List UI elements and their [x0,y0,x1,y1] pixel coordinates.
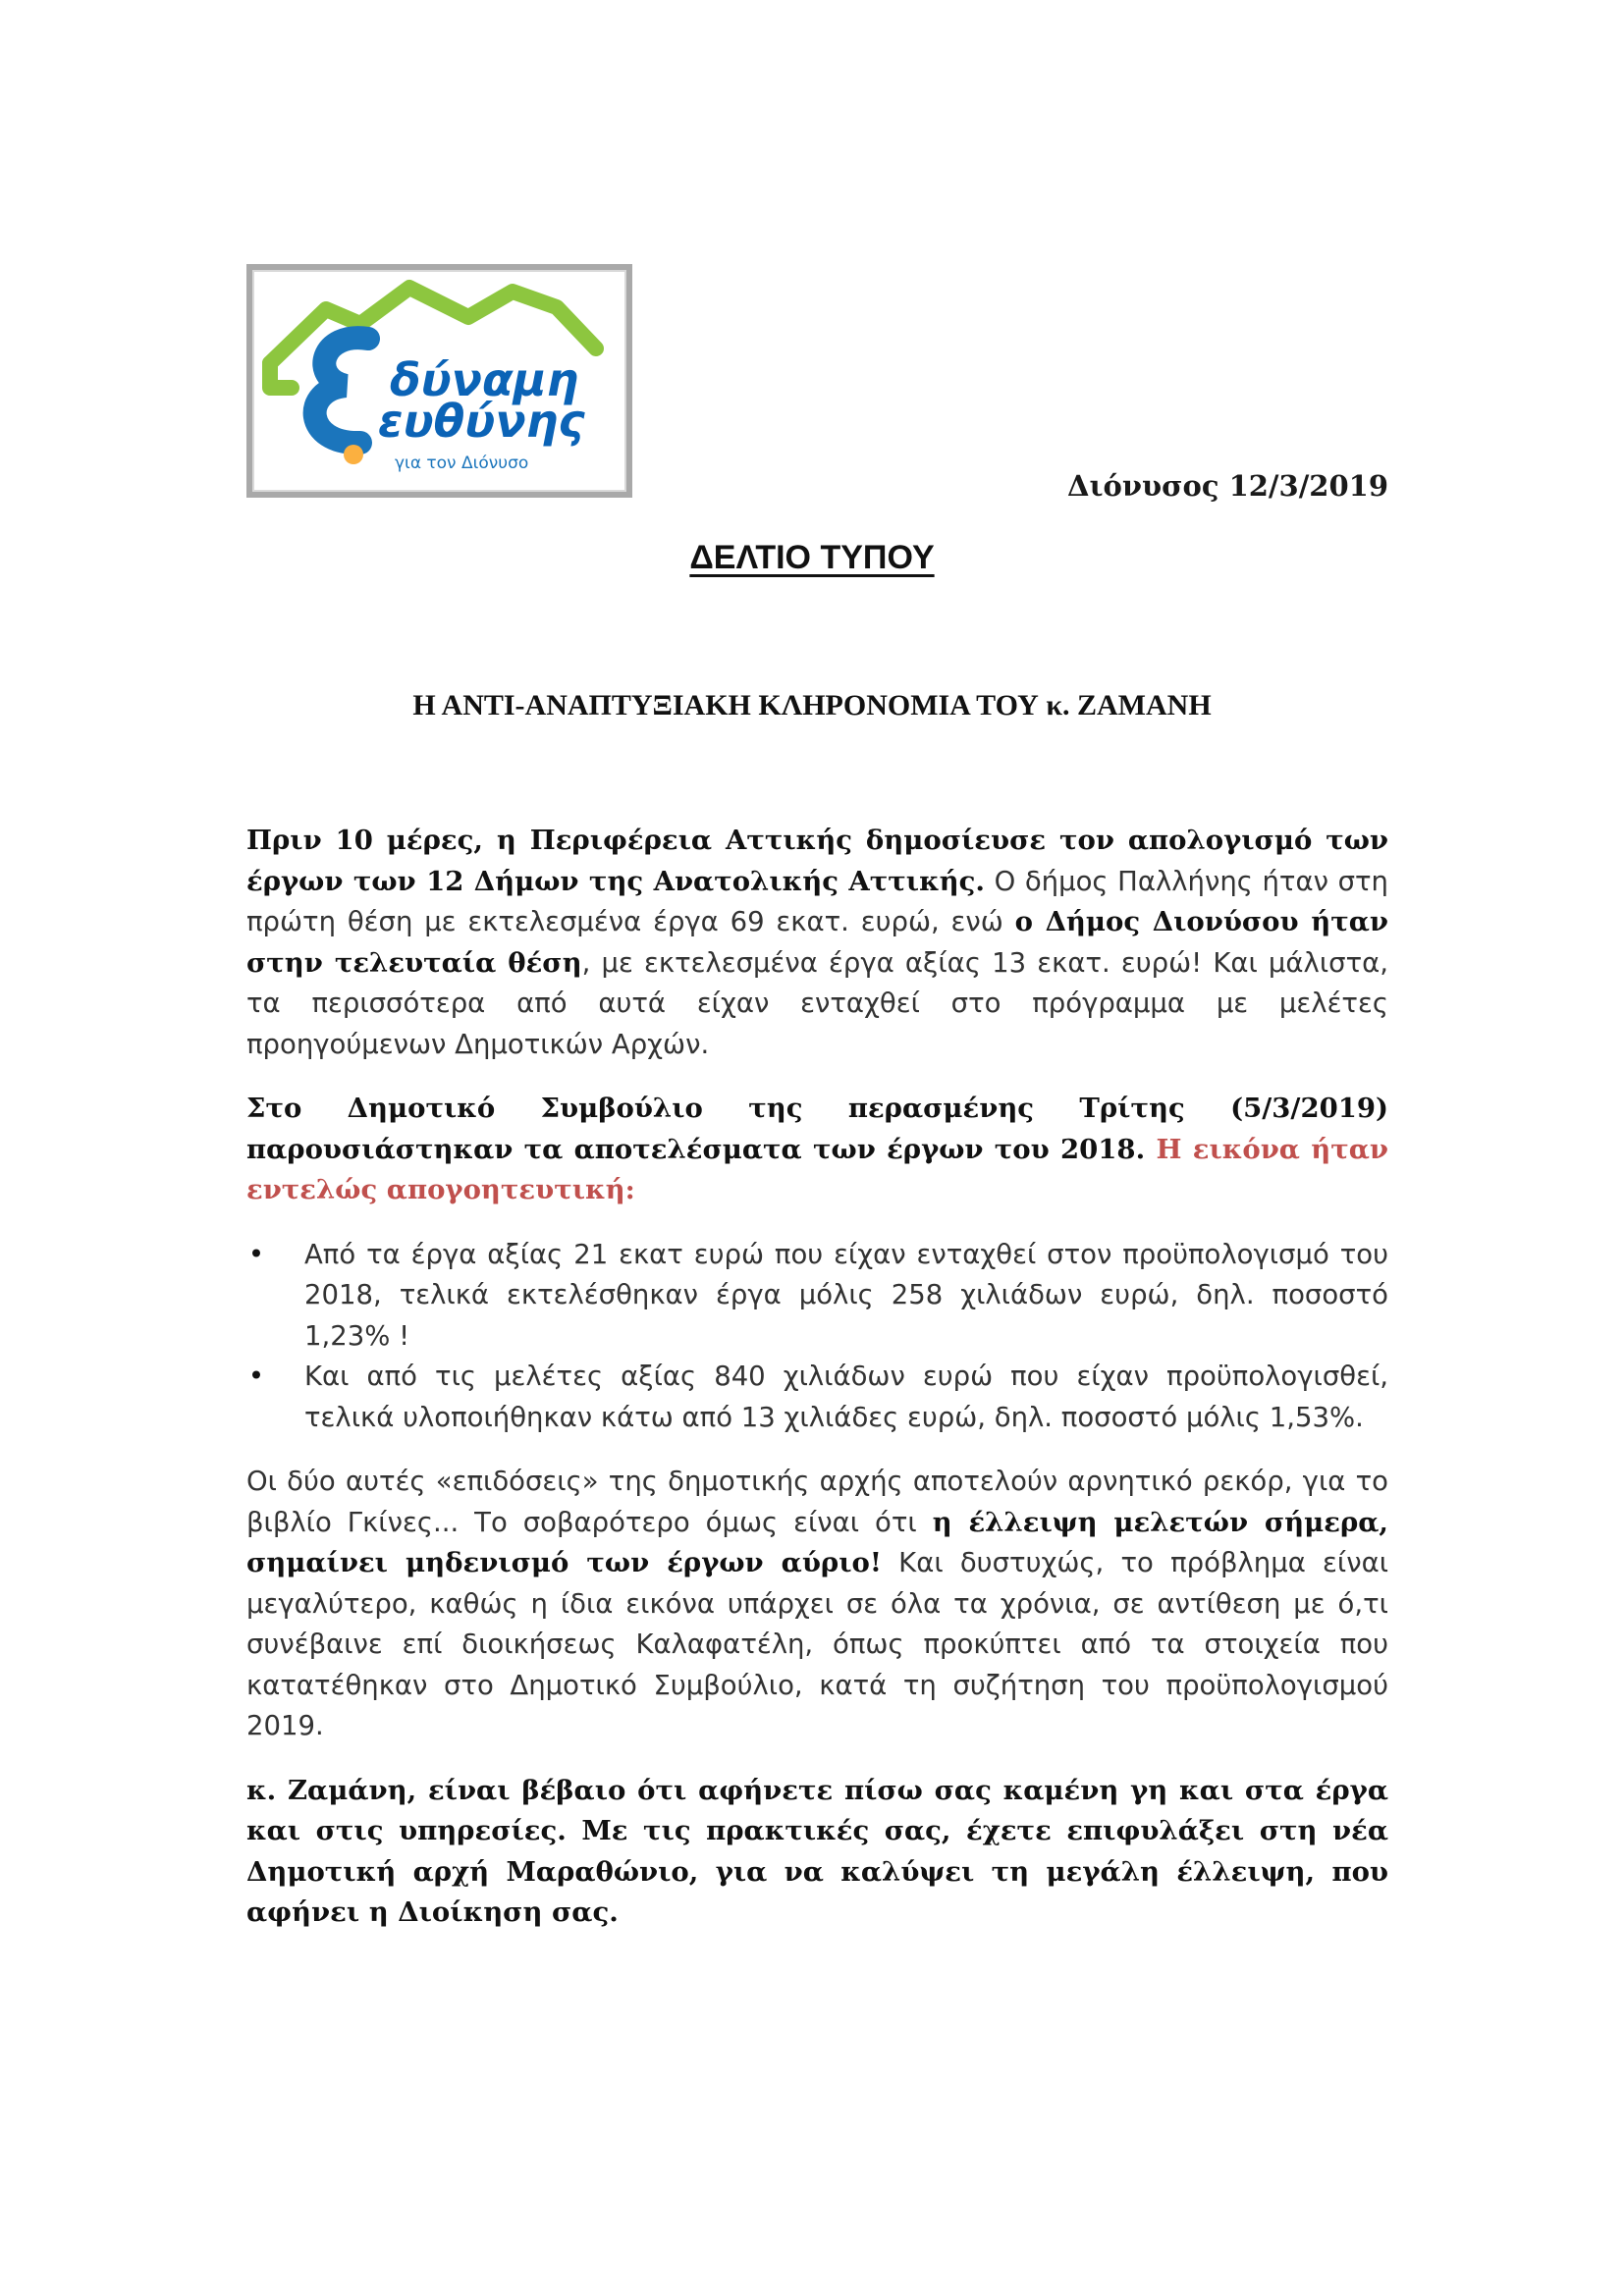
paragraph-2-bold: Στο Δημοτικό Συμβούλιο της περασμένης Τρίτης (5/3/2019) παρουσιάστηκαν τα αποτελέσματα των έργων του 2018. [246,1093,1388,1165]
paragraph-3-text-a: Οι δύο αυτές «επιδόσεις» της δημοτικής αρχής αποτελούν αρνητικό ρεκόρ, για το βιβλίο Γκίνες... Το σοβαρότερο όμως είναι ότι [246,1466,1388,1538]
paragraph-1-bold-highlight: ο Δήμος Διονύσου ήταν στην τελευταία θέση [246,906,1388,979]
paragraph-3-bold: η έλλειψη μελετών σήμερα, σημαίνει μηδενισμό των έργων αύριο! [246,1506,1388,1578]
bullet-list [246,1235,1388,1439]
list-item [246,1357,1388,1438]
bullet-icon: • [247,1238,265,1270]
logo-graphic [252,270,626,492]
paragraph-1-text-a: Ο δήμος Παλλήνης ήταν στη πρώτη θέση με εκτελεσμένα έργα 69 εκατ. ευρώ, ενώ [246,865,1388,937]
list-item-text: Από τα έργα αξίας 21 εκατ ευρώ που είχαν ενταχθεί στον προϋπολογισμό του 2018, τελικά εκτελέσθηκαν έργα μόλις 258 χιλιάδων ευρώ, δηλ. ποσοστό 1,23% ! [304,1238,1388,1352]
press-release-headline: Η ΑΝΤΙ-ΑΝΑΠΤΥΞΙΑΚΗ ΚΛΗΡΟΝΟΜΙΑ ΤΟΥ κ. ΖΑΜΑΝΗ [412,689,1212,721]
paragraph-3 [246,1462,1388,1747]
bullet-icon: • [247,1361,265,1392]
paragraph-2 [246,1089,1388,1211]
party-logo [246,264,632,498]
epsilon-dot-shape [344,445,363,464]
logo-line1: δύναμη [390,353,579,406]
list-item [246,1235,1388,1358]
list-item-text: Και από τις μελέτες αξίας 840 χιλιάδων ευρώ που είχαν προϋπολογισθεί, τελικά υλοποιήθηκαν κάτω από 13 χιλιάδες ευρώ, δηλ. ποσοστό μόλις 1,53%. [304,1361,1388,1433]
roof-side-shape [270,363,292,388]
paragraph-2-red-highlight: Η εικόνα ήταν εντελώς απογοητευτική: [246,1133,1388,1205]
epsilon-shape [315,338,368,443]
paragraph-1-text-b: , με εκτελεσμένα έργα αξίας 13 εκατ. ευρώ! Και μάλιστα, τα περισσότερα από αυτά είχαν ενταχθεί στο πρόγραμμα με μελέτες προηγούμενων Δημοτικών Αρχών. [246,946,1388,1060]
paragraph-4-bold: κ. Ζαμάνη, είναι βέβαιο ότι αφήνετε πίσω σας καμένη γη και στα έργα και στις υπηρεσίες. Με τις πρακτικές σας, έχετε επιφυλάξει στη νέα Δημοτική αρχή Μαραθώνιο, για να καλύψει τη μεγάλη έλλειψη, που αφήνει η Διοίκηση σας. [246,1774,1388,1928]
document-date: Διόνυσος 12/3/2019 [1066,469,1388,503]
logo-line2: ευθύνης [378,395,585,448]
document-body [246,821,1388,1957]
paragraph-4 [246,1771,1388,1934]
logo-tagline: για τον Διόνυσο [395,454,529,473]
paragraph-3-text-b: Και δυστυχώς, το πρόβλημα είναι μεγαλύτερο, καθώς η ίδια εικόνα υπάρχει σε όλα τα χρόνια, σε αντίθεση με ό,τι συνέβαινε επί διοικήσεως Καλαφατέλη, όπως προκύπτει από τα στοιχεία που κατατέθηκαν στο Δημοτικό Συμβούλιο, κατά τη συζήτηση του προϋπολογισμού 2019. [246,1547,1389,1741]
document-title: ΔΕΛΤΙΟ ΤΥΠΟΥ [689,539,935,576]
paragraph-1-bold-lead: Πριν 10 μέρες, η Περιφέρεια Αττικής δημοσίευσε τον απολογισμό των έργων των 12 Δήμων της Ανατολικής Αττικής. [246,825,1388,897]
paragraph-1 [246,821,1388,1065]
